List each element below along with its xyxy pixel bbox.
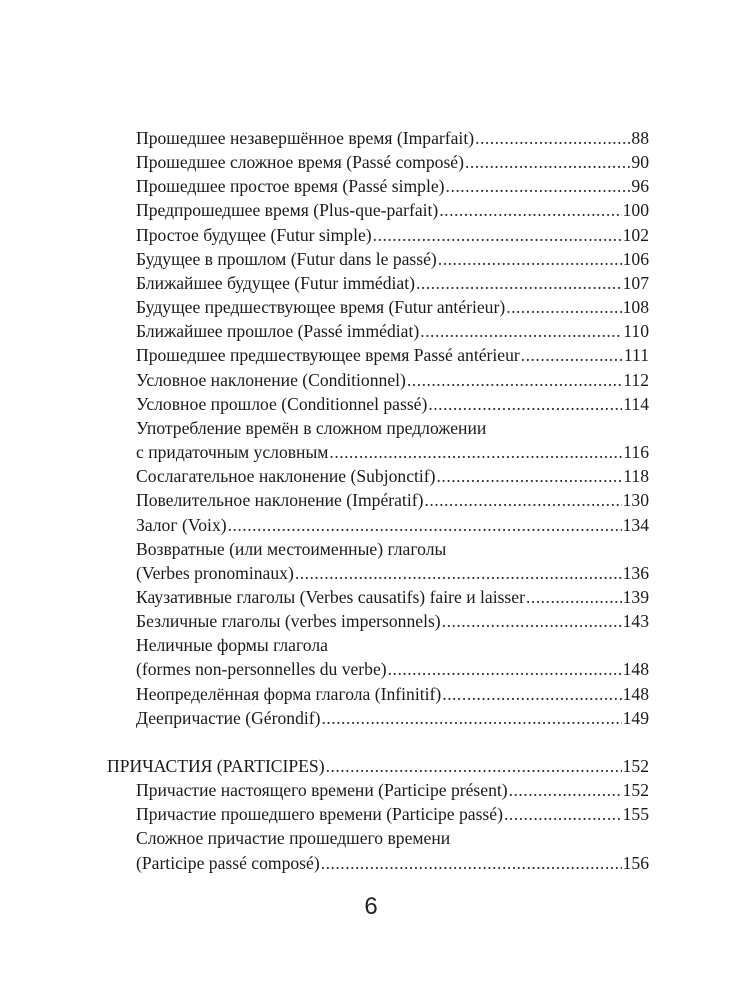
toc-page-number: 155 — [622, 804, 649, 825]
toc-entry-title: Условное наклонение (Conditionnel) — [136, 369, 406, 390]
toc-entry[interactable] — [107, 271, 649, 295]
dot-leader — [388, 657, 622, 681]
toc-entry[interactable] — [107, 198, 649, 222]
toc-entry-title: Прошедшее незавершённое время (Imparfait) — [136, 128, 475, 148]
toc-entry-title: ПРИЧАСТИЯ (PARTICIPES) — [107, 755, 325, 776]
toc-entry-row — [136, 343, 649, 367]
toc-page-number: 143 — [622, 611, 649, 632]
toc-entry-row — [136, 513, 649, 537]
toc-page-number: 102 — [622, 224, 649, 245]
toc-entry[interactable] — [107, 537, 649, 585]
dot-leader — [437, 464, 623, 488]
dot-leader — [509, 778, 622, 802]
toc-entry-title: Ближайшее будущее (Futur immédiat) — [136, 272, 415, 293]
dot-leader — [506, 295, 621, 319]
toc-entry-title-line: Неличные формы глагола — [136, 635, 328, 656]
toc-entry-title-line: Сложное причастие прошедшего времени — [136, 828, 451, 849]
toc-page-number: 90 — [631, 152, 649, 173]
toc-entry-row — [136, 778, 649, 802]
dot-leader — [416, 271, 622, 295]
toc-entry-row — [136, 150, 649, 174]
toc-entry-row — [136, 295, 649, 319]
toc-page-number: 114 — [623, 393, 649, 414]
dot-leader — [228, 513, 622, 537]
toc-entry-row — [107, 754, 649, 778]
toc-entry[interactable] — [107, 802, 649, 826]
toc-entry-title: Деепричастие (Gérondif) — [136, 707, 321, 728]
table-of-contents — [107, 126, 649, 875]
toc-entry-title: Прошедшее предшествующее время Passé antérieur — [136, 345, 520, 366]
toc-entry-row — [136, 368, 649, 392]
dot-leader — [373, 223, 622, 247]
toc-entry[interactable] — [107, 150, 649, 174]
toc-entry[interactable] — [107, 392, 649, 416]
dot-leader — [475, 126, 630, 150]
toc-entry-row — [136, 464, 649, 488]
toc-entry[interactable] — [107, 464, 649, 488]
toc-page-number: 156 — [622, 852, 649, 873]
dot-leader — [420, 319, 622, 343]
dot-leader — [295, 561, 622, 585]
toc-entry-row — [136, 802, 649, 826]
section-gap — [107, 730, 649, 754]
dot-leader — [424, 488, 621, 512]
dot-leader — [329, 440, 622, 464]
dot-leader — [321, 706, 621, 730]
toc-entry-row — [136, 706, 649, 730]
toc-entry-title: Залог (Voix) — [136, 514, 227, 535]
toc-entry-title: (formes non-personnelles du verbe) — [136, 659, 387, 680]
toc-entry-title: Предпрошедшее время (Plus-que-parfait) — [136, 200, 439, 221]
toc-entry[interactable] — [107, 706, 649, 730]
toc-entry[interactable] — [107, 778, 649, 802]
toc-page-number: 100 — [622, 200, 649, 221]
dot-leader — [321, 851, 622, 875]
toc-entry-row — [136, 271, 649, 295]
toc-entry-row — [136, 126, 649, 150]
toc-page-number: 111 — [623, 345, 649, 366]
toc-page-number: 116 — [623, 442, 649, 463]
toc-page-number: 148 — [622, 659, 649, 680]
toc-entry-title: Безличные глаголы (verbes impersonnels) — [136, 611, 441, 632]
toc-entry-row — [136, 392, 649, 416]
toc-entry-row — [136, 851, 649, 875]
toc-entry[interactable] — [107, 585, 649, 609]
toc-page-number: 136 — [622, 562, 649, 583]
toc-entry-title: (Participe passé composé) — [136, 852, 320, 873]
toc-entry[interactable] — [107, 633, 649, 681]
dot-leader — [326, 754, 622, 778]
toc-page-number: 130 — [622, 490, 649, 511]
toc-entry[interactable] — [107, 343, 649, 367]
dot-leader — [442, 682, 621, 706]
dot-leader — [446, 174, 631, 198]
toc-entry-title: Повелительное наклонение (Impératif) — [136, 490, 424, 511]
toc-page-number: 88 — [631, 128, 649, 148]
dot-leader — [407, 368, 622, 392]
toc-page-number: 106 — [622, 248, 649, 269]
toc-page-number: 134 — [622, 514, 649, 535]
toc-entry-title-line: Употребление времён в сложном предложении — [136, 417, 487, 438]
toc-entry[interactable] — [107, 319, 649, 343]
toc-page-number: 108 — [622, 297, 649, 318]
toc-entry-row — [136, 247, 649, 271]
toc-entry-title: Каузативные глаголы (Verbes causatifs) faire и laisser — [136, 586, 525, 607]
toc-page-number: 112 — [623, 369, 649, 390]
toc-entry-row — [136, 585, 649, 609]
toc-entry-row — [136, 440, 649, 464]
toc-entry-row — [136, 198, 649, 222]
toc-page-number: 118 — [623, 466, 649, 487]
toc-page-number: 110 — [623, 321, 649, 342]
toc-entry-title: Причастие настоящего времени (Participe présent) — [136, 780, 508, 801]
dot-leader — [521, 343, 623, 367]
dot-leader — [438, 247, 622, 271]
toc-entry-title: Условное прошлое (Conditionnel passé) — [136, 393, 428, 414]
toc-entry-title: Сослагательное наклонение (Subjonctif) — [136, 466, 436, 487]
toc-entry-row — [136, 223, 649, 247]
toc-page-number: 152 — [622, 755, 649, 776]
dot-leader — [465, 150, 630, 174]
toc-entry-row — [136, 609, 649, 633]
toc-page-number: 96 — [631, 176, 649, 197]
toc-entry[interactable] — [107, 295, 649, 319]
toc-entry[interactable] — [107, 826, 649, 874]
toc-entry[interactable] — [107, 416, 649, 464]
page-number: 6 — [364, 893, 378, 920]
toc-entry[interactable] — [107, 513, 649, 537]
toc-entry-title: Ближайшее прошлое (Passé immédiat) — [136, 321, 420, 342]
dot-leader — [439, 198, 621, 222]
toc-entry[interactable] — [107, 368, 649, 392]
toc-entry[interactable] — [107, 174, 649, 198]
toc-entry-title: Простое будущее (Futur simple) — [136, 224, 372, 245]
dot-leader — [504, 802, 622, 826]
toc-entry-title: с придаточным условным — [136, 442, 329, 463]
toc-page-number: 149 — [622, 707, 649, 728]
toc-entry-title: Прошедшее простое время (Passé simple) — [136, 176, 445, 197]
toc-entry-title: Прошедшее сложное время (Passé composé) — [136, 152, 464, 173]
toc-entry-row — [136, 561, 649, 585]
toc-entry[interactable] — [107, 223, 649, 247]
toc-page-number: 107 — [622, 272, 649, 293]
toc-entry-row — [136, 319, 649, 343]
toc-entry[interactable] — [107, 682, 649, 706]
toc-entry-title: Причастие прошедшего времени (Participe passé) — [136, 804, 503, 825]
toc-page-number: 148 — [622, 683, 649, 704]
toc-page-number: 139 — [622, 586, 649, 607]
toc-entry-row — [136, 174, 649, 198]
toc-entry-row — [136, 488, 649, 512]
toc-entry-title: (Verbes pronominaux) — [136, 562, 294, 583]
toc-entry-row — [136, 682, 649, 706]
dot-leader — [526, 585, 622, 609]
toc-entry[interactable] — [107, 247, 649, 271]
dot-leader — [442, 609, 622, 633]
toc-entry[interactable] — [107, 488, 649, 512]
toc-section-heading[interactable] — [107, 754, 649, 778]
toc-entry-title: Неопределённая форма глагола (Infinitif) — [136, 683, 442, 704]
toc-entry-title-line: Возвратные (или местоименные) глаголы — [136, 538, 447, 559]
toc-entry[interactable] — [107, 126, 649, 150]
toc-page-number: 152 — [622, 780, 649, 801]
dot-leader — [428, 392, 622, 416]
toc-entry-row — [136, 657, 649, 681]
toc-entry-title: Будущее предшествующее время (Futur antérieur) — [136, 297, 506, 318]
toc-entry-title: Будущее в прошлом (Futur dans le passé) — [136, 248, 437, 269]
toc-entry[interactable] — [107, 609, 649, 633]
